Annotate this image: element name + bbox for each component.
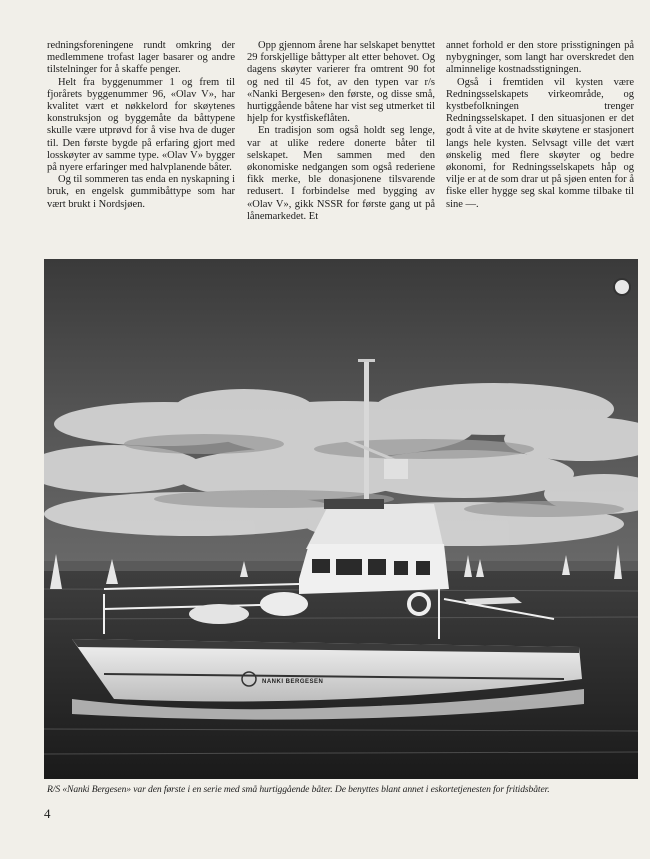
- paragraph: En tradisjon som også holdt seg lenge, var at ulike redere donerte båter til selskapet. Men sammen med den økonomiske nedgangen som også rederiene fikk merke, ble donasjonene tilsvarende redusert. I forbindelse med bygging av «Olav V», gikk NSSR for første gang ut på lånemarkedet. Et: [247, 125, 435, 222]
- paragraph: Opp gjennom årene har selskapet benyttet 29 forskjellige båttyper alt etter behovet. Og dagens skøyter varierer fra omtrent 90 fot og ned til 45 fot, av den typen var r/s «Nanki Bergesen» den første, og disse små, hurtiggående båtene har vist seg utmerket til hjelp for kystfiskeflåten.: [247, 40, 435, 125]
- paragraph: Og til sommeren tas enda en nyskapning i bruk, en engelsk gummibåttype som har vært brukt i Nordsjøen.: [47, 174, 235, 210]
- text-column-1: [47, 40, 235, 211]
- text-column-3: [446, 40, 634, 211]
- paragraph: annet forhold er den store prisstigningen på nybygninger, som langt har overskredet den alminnelige kostnadsstigningen.: [446, 40, 634, 76]
- paragraph: redningsforeningene rundt omkring der medlemmene trofast lager basarer og andre tilstelninger for å skaffe penger.: [47, 40, 235, 76]
- text-column-2: [247, 40, 435, 223]
- rescue-boat-photo: [44, 259, 638, 779]
- paragraph: Helt fra byggenummer 1 og frem til fjorårets byggenummer 96, «Olav V», har kvalitet vært et nøkkelord for skøytenes konstruksjon og byggemåte da båttypene skulle være utprøvd for å vise hva de duger til. Den første bygde på erfaring gjort med losskøyter av samme type. «Olav V» bygger på nyere erfaringer med halvplanende båter.: [47, 76, 235, 174]
- boat-name-label: NANKI BERGESEN: [262, 679, 324, 685]
- page-number: 4: [44, 806, 51, 821]
- paragraph: Også i fremtiden vil kysten være Redningsselskapets virkeområde, og kystbefolkningen trenger Redningsselskapet. I den situasjonen er det godt å vite at de hvite skøytene er stasjonert langs hele kysten. Selvsagt ville det vært ønskelig med flere skøyter og bedre økonomi, for Redningsselskapets håp og vilje er at de som drar ut på sjøen enten for å fiske eller hygge seg skal komme tilbake til sine —.: [446, 76, 634, 210]
- photo-caption: R/S «Nanki Bergesen» var den første i en serie med små hurtiggående båter. De benyttes blant annet i eskortetjenesten for fritidsbåter.: [47, 784, 550, 795]
